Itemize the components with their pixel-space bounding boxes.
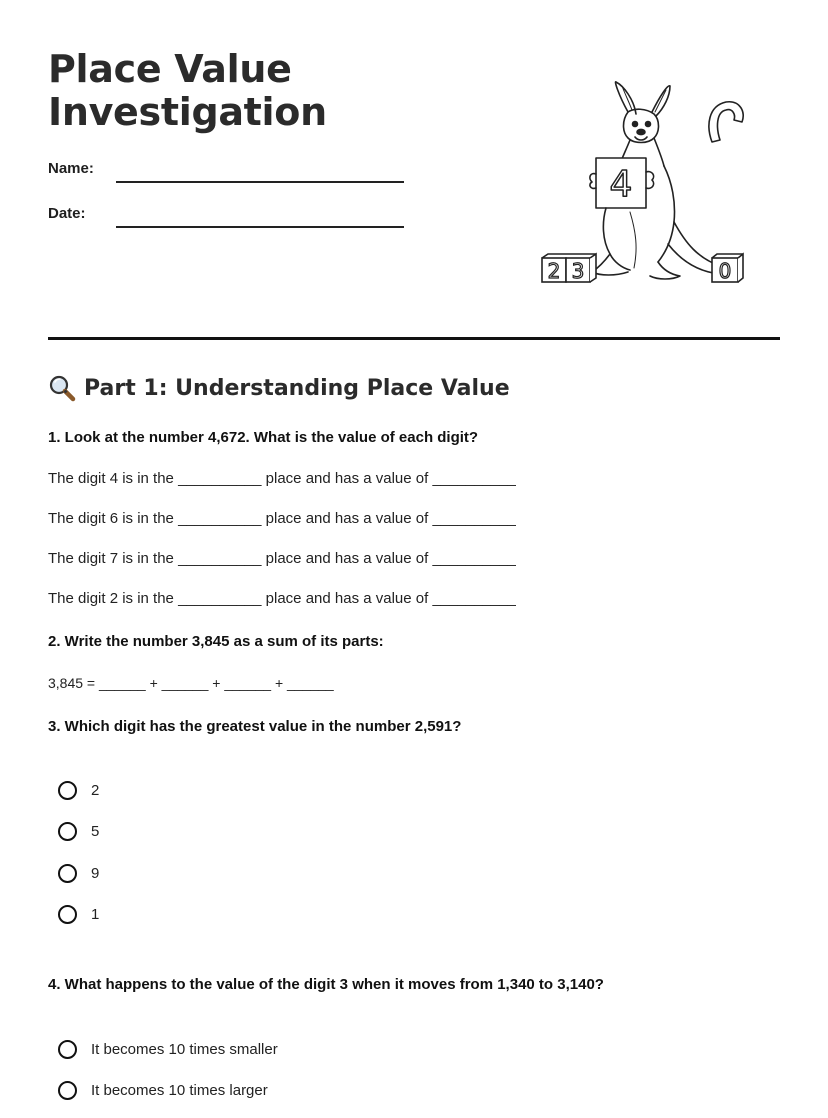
question-3-option[interactable] bbox=[58, 822, 99, 841]
question-4-option[interactable] bbox=[58, 1081, 268, 1100]
question-2-prompt: 2. Write the number 3,845 as a sum of its parts: bbox=[48, 633, 384, 650]
question-3-option[interactable] bbox=[58, 905, 99, 924]
question-1-line[interactable]: The digit 7 is in the __________ place and has a value of __________ bbox=[48, 550, 516, 567]
radio-button[interactable] bbox=[58, 822, 77, 841]
section-divider bbox=[48, 337, 780, 340]
option-label: 2 bbox=[91, 782, 100, 799]
date-answer-line[interactable] bbox=[116, 226, 404, 228]
question-1-line[interactable]: The digit 4 is in the __________ place and has a value of __________ bbox=[48, 470, 516, 487]
radio-button[interactable] bbox=[58, 864, 77, 883]
question-1-prompt: 1. Look at the number 4,672. What is the value of each digit? bbox=[48, 429, 479, 446]
radio-button[interactable] bbox=[58, 1081, 77, 1100]
option-label: 1 bbox=[91, 906, 100, 923]
name-answer-line[interactable] bbox=[116, 181, 404, 183]
question-3-option[interactable] bbox=[58, 864, 99, 883]
option-label: It becomes 10 times smaller bbox=[91, 1041, 278, 1058]
kangaroo-with-number-blocks-icon bbox=[530, 72, 760, 292]
worksheet-title: Place Value Investigation bbox=[48, 47, 327, 134]
part1-heading bbox=[48, 374, 510, 402]
option-label: It becomes 10 times larger bbox=[91, 1082, 268, 1099]
name-label: Name: bbox=[48, 160, 94, 177]
option-label: 9 bbox=[91, 865, 100, 882]
question-1-line[interactable]: The digit 2 is in the __________ place and has a value of __________ bbox=[48, 590, 516, 607]
question-4-prompt: 4. What happens to the value of the digit 3 when it moves from 1,340 to 3,140? bbox=[48, 976, 604, 993]
question-1-line[interactable]: The digit 6 is in the __________ place and has a value of __________ bbox=[48, 510, 516, 527]
number-block-2: 2 bbox=[547, 259, 561, 283]
part1-title: Part 1: Understanding Place Value bbox=[84, 375, 510, 401]
radio-button[interactable] bbox=[58, 905, 77, 924]
magnifying-glass-icon bbox=[48, 374, 76, 402]
radio-button[interactable] bbox=[58, 781, 77, 800]
question-2-sum-line[interactable]: 3,845 = ______ + ______ + ______ + ______ bbox=[48, 675, 334, 691]
question-3-option[interactable] bbox=[58, 781, 99, 800]
option-label: 5 bbox=[91, 823, 100, 840]
radio-button[interactable] bbox=[58, 1040, 77, 1059]
question-3-prompt: 3. Which digit has the greatest value in the number 2,591? bbox=[48, 718, 462, 735]
number-block-0: 0 bbox=[718, 259, 732, 283]
date-label: Date: bbox=[48, 205, 86, 222]
number-block-4: 4 bbox=[609, 164, 633, 205]
question-4-option[interactable] bbox=[58, 1040, 278, 1059]
number-block-3: 3 bbox=[571, 259, 585, 283]
